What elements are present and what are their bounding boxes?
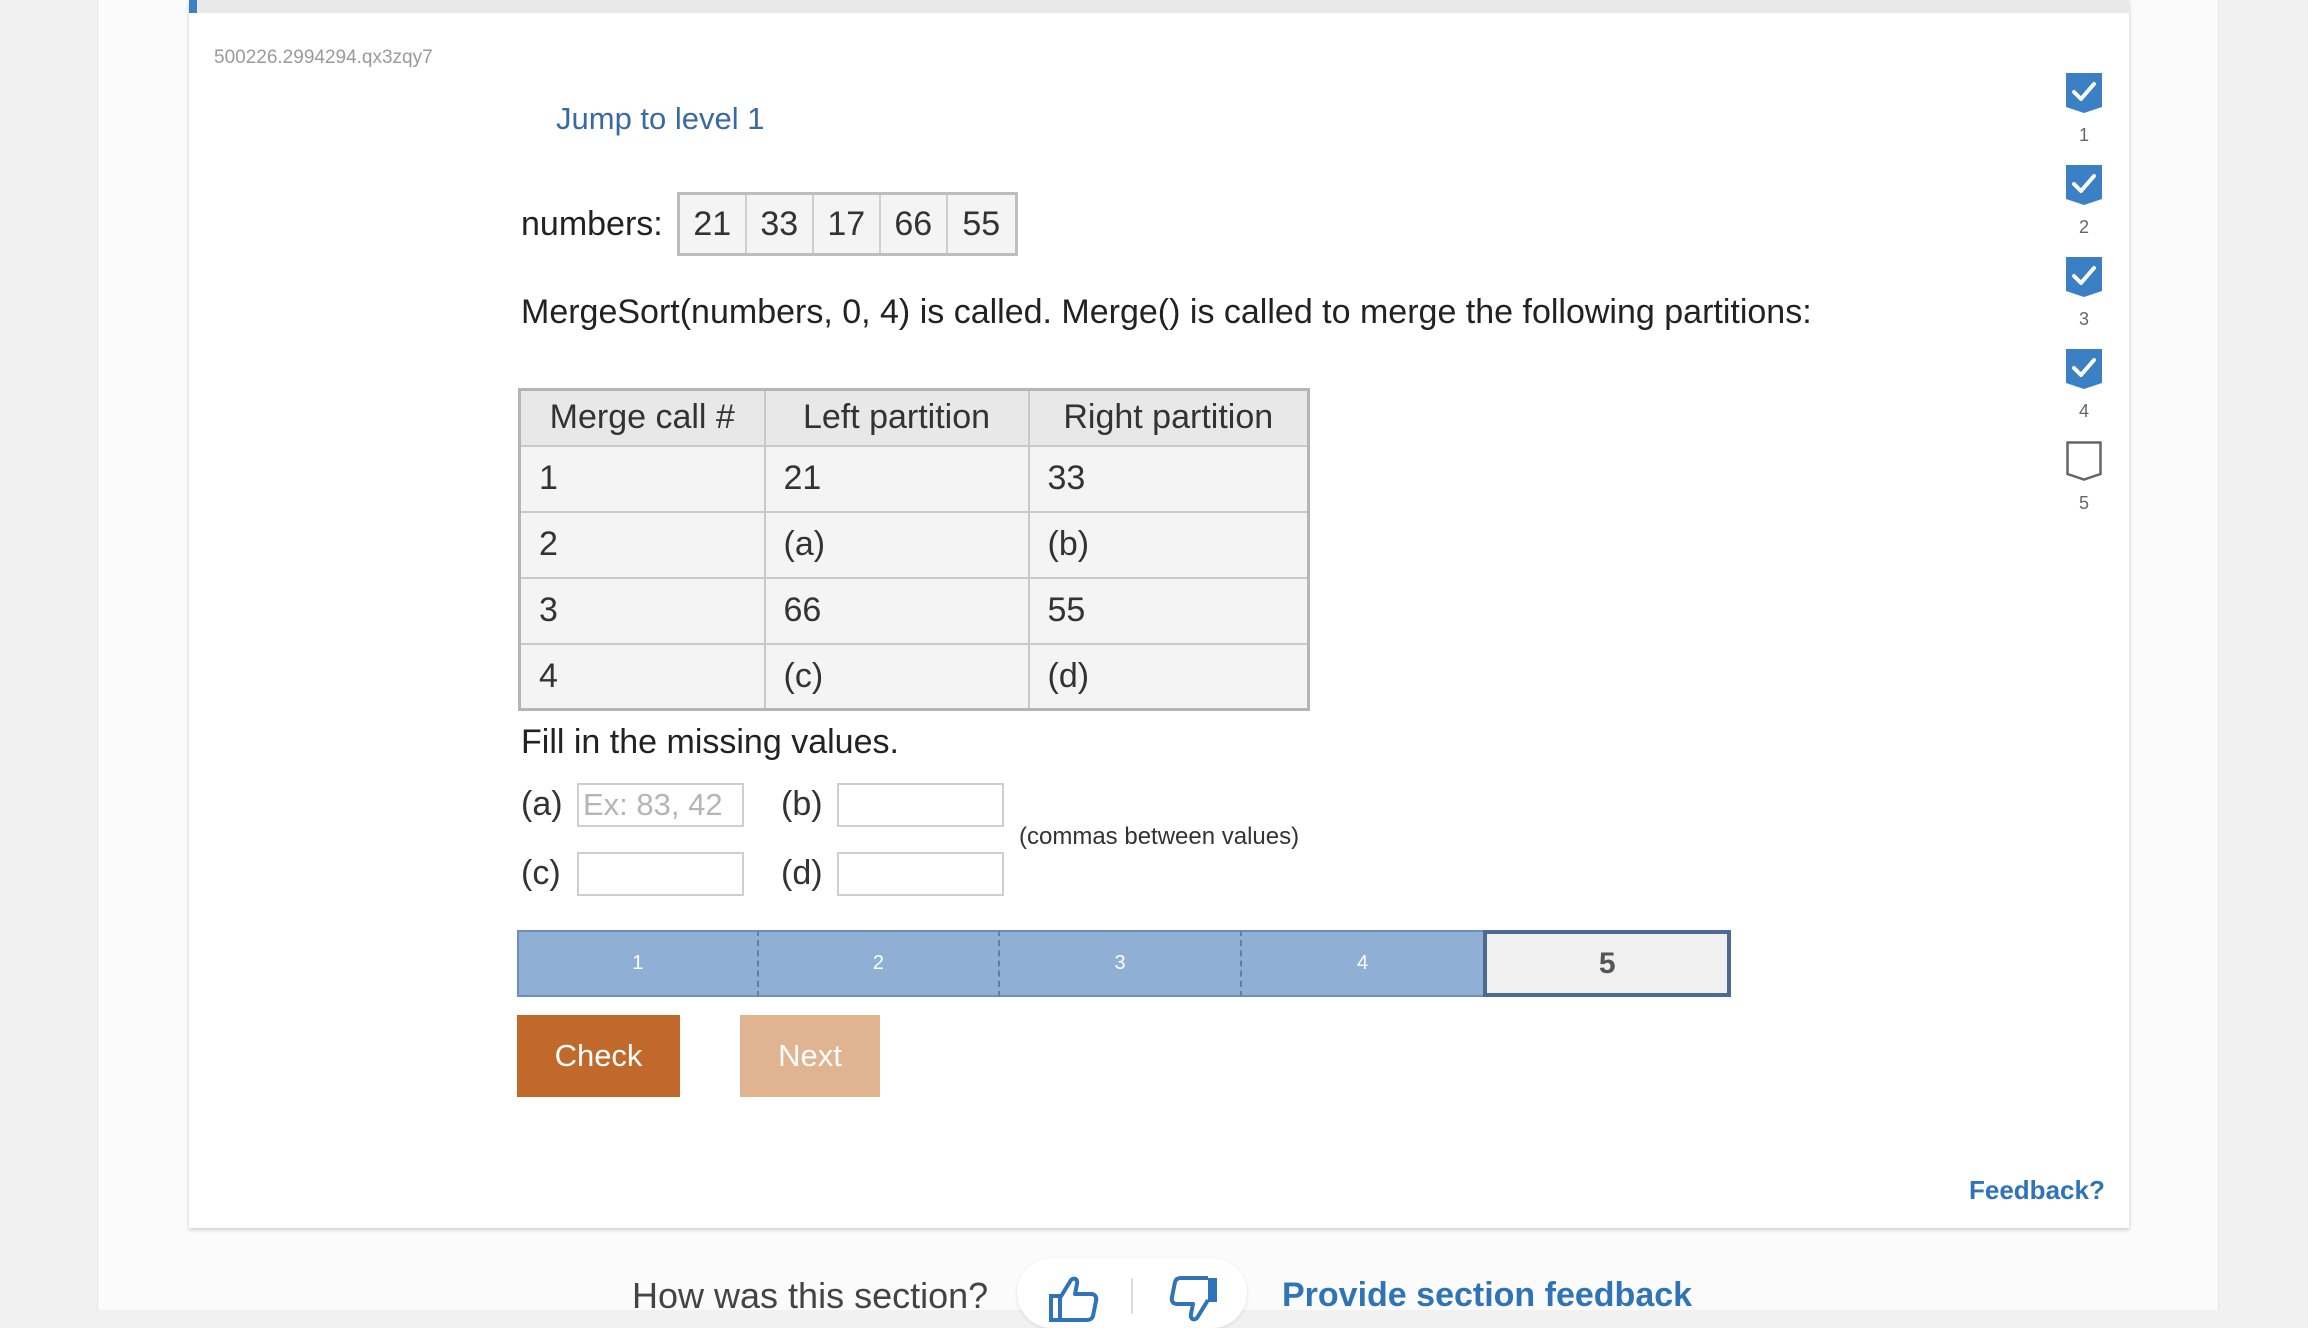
checkbox-checked-icon [2066,73,2102,113]
table-cell: (c) [765,644,1029,710]
array-cell: 66 [881,195,948,253]
section-feedback-question: How was this section? [632,1275,989,1316]
table-row [520,644,1309,710]
rating-divider [1131,1278,1133,1314]
answer-input-c[interactable] [577,852,744,896]
thumbs-down-icon[interactable] [1167,1274,1221,1324]
array-cell: 17 [814,195,881,253]
checkbox-checked-icon [2066,257,2102,297]
activity-id: 500226.2994294.qx3zqy7 [214,47,433,68]
section-rating-buttons [1017,1258,1247,1328]
table-cell: (b) [1029,512,1309,578]
provide-section-feedback-link[interactable]: Provide section feedback [1282,1276,1693,1314]
level-item-3[interactable] [2061,257,2107,349]
column-header-left-partition: Left partition [765,390,1029,446]
progress-segment-4[interactable]: 4 [1242,930,1484,997]
table-cell: (d) [1029,644,1309,710]
table-cell: 3 [520,578,765,644]
checkbox-checked-icon [2066,165,2102,205]
checkbox-empty-icon [2066,441,2102,481]
level-number: 5 [2078,493,2089,513]
progress-segment-5-current[interactable]: 5 [1483,930,1731,997]
progress-segment-1[interactable]: 1 [517,930,759,997]
thumbs-up-icon[interactable] [1047,1274,1101,1324]
table-cell: 1 [520,446,765,512]
fill-instructions: Fill in the missing values. [521,723,899,761]
checkbox-checked-icon [2066,349,2102,389]
progress-segment-2[interactable]: 2 [759,930,1001,997]
numbers-array-row [521,188,1018,260]
level-number: 2 [2078,217,2089,237]
column-header-right-partition: Right partition [1029,390,1309,446]
feedback-link[interactable]: Feedback? [1969,1175,2105,1205]
input-label-c: (c) [521,854,561,892]
jump-to-level-link[interactable]: Jump to level 1 [556,101,765,136]
level-number: 1 [2078,125,2089,145]
progress-segment-3[interactable]: 3 [1000,930,1242,997]
table-cell: 66 [765,578,1029,644]
commas-hint: (commas between values) [1019,823,1300,850]
top-progress-bar [189,0,2129,13]
table-cell: 21 [765,446,1029,512]
table-cell: 55 [1029,578,1309,644]
answer-input-d[interactable] [837,852,1004,896]
table-cell: 4 [520,644,765,710]
table-row [520,512,1309,578]
activity-card [189,0,2129,1228]
column-header-merge-call: Merge call # [520,390,765,446]
question-prompt: MergeSort(numbers, 0, 4) is called. Merge() is called to merge the following partitions: [521,293,1812,331]
numbers-array [677,192,1018,256]
top-progress-accent [189,0,197,13]
check-button[interactable]: Check [517,1015,680,1097]
next-button[interactable]: Next [740,1015,880,1097]
level-item-2[interactable] [2061,165,2107,257]
level-number: 3 [2078,309,2089,329]
table-row [520,446,1309,512]
level-item-5[interactable] [2061,441,2107,533]
answer-input-b[interactable] [837,783,1004,827]
input-label-a: (a) [521,785,563,823]
input-label-b: (b) [781,785,823,823]
table-cell: 2 [520,512,765,578]
array-cell: 21 [680,195,747,253]
table-row [520,578,1309,644]
table-cell: 33 [1029,446,1309,512]
numbers-label: numbers: [521,204,663,243]
answer-input-a[interactable] [577,783,744,827]
level-item-1[interactable] [2061,73,2107,165]
array-cell: 33 [747,195,814,253]
merge-calls-table [518,388,1310,711]
level-progress-bar [517,930,1731,997]
array-cell: 55 [962,204,1001,243]
level-item-4[interactable] [2061,349,2107,441]
table-header-row [520,390,1309,446]
table-cell: (a) [765,512,1029,578]
input-label-d: (d) [781,854,823,892]
level-number: 4 [2078,401,2089,421]
